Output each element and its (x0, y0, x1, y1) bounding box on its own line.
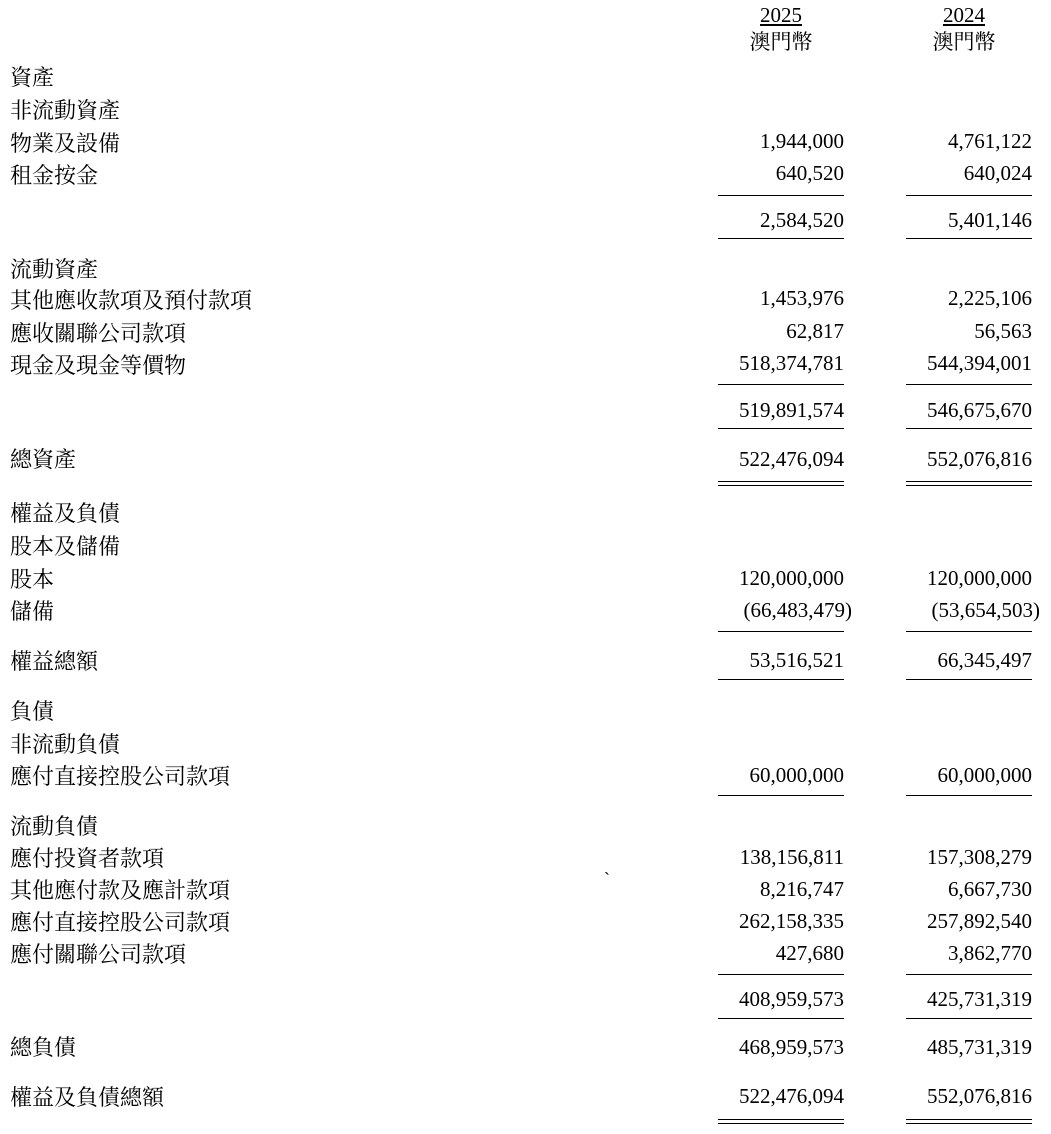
subtotal-rule-2024 (906, 795, 1032, 796)
total-double-rule-2024 (906, 1119, 1032, 1124)
subtotal-rule-2024 (906, 428, 1032, 429)
value-2025-reserves: (66,483,479) (743, 598, 852, 622)
value-2024-ppe: 4,761,122 (948, 129, 1032, 153)
row-label-due-to-investors: 應付投資者款項 (10, 846, 165, 871)
subtotal-rule-2024 (906, 679, 1032, 680)
row-label-due-to-related: 應付關聯公司款項 (10, 942, 187, 967)
subtotal-rule-2024 (906, 974, 1032, 975)
value-2024-due-to-related: 3,862,770 (948, 941, 1032, 965)
total-double-rule-2025 (718, 1119, 844, 1124)
value-2025-other-payables: 8,216,747 (760, 877, 844, 901)
subtotal-rule-2024 (906, 195, 1032, 196)
value-2025-total-liabilities: 468,959,573 (739, 1035, 844, 1059)
row-label-share-capital: 股本 (10, 567, 55, 592)
value-2024-total-assets: 552,076,816 (927, 447, 1032, 471)
row-label-total-liabilities: 總負債 (10, 1035, 77, 1060)
value-2024-total-liabilities: 485,731,319 (927, 1035, 1032, 1059)
value-2024-current-liabilities-subtotal: 425,731,319 (927, 987, 1032, 1011)
value-2025-due-to-investors: 138,156,811 (739, 845, 844, 869)
total-double-rule-2025 (718, 481, 844, 486)
subtotal-rule-2025 (718, 428, 844, 429)
section-current-liabilities: 流動負債 (10, 814, 99, 839)
value-2024-due-to-investors: 157,308,279 (927, 845, 1032, 869)
value-2024-reserves: (53,654,503) (931, 598, 1040, 622)
value-2025-due-to-holding-non-current: 60,000,000 (749, 763, 844, 787)
section-liabilities: 負債 (10, 699, 55, 724)
row-label-other-payables: 其他應付款及應計款項 (10, 878, 231, 903)
column-header-2025 (706, 2, 856, 56)
value-2024-non-current-assets-subtotal: 5,401,146 (948, 208, 1032, 232)
value-2025-total-equity: 53,516,521 (749, 648, 844, 672)
value-2024-total-equity: 66,345,497 (937, 648, 1032, 672)
row-label-ppe: 物業及設備 (10, 131, 121, 156)
subtotal-rule-2024 (906, 631, 1032, 632)
row-label-due-to-holding-non-current: 應付直接控股公司款項 (10, 764, 231, 789)
subtotal-rule-2025 (718, 631, 844, 632)
column-currency-2025: 澳門幣 (749, 30, 813, 54)
row-label-total-equity: 權益總額 (10, 649, 99, 674)
value-2025-current-liabilities-subtotal: 408,959,573 (739, 987, 844, 1011)
subtotal-rule-2025 (718, 1018, 844, 1019)
row-label-due-from-related: 應收關聯公司款項 (10, 321, 187, 346)
value-2024-other-payables: 6,667,730 (948, 877, 1032, 901)
column-year-2025: 2025 (760, 3, 802, 27)
value-2025-non-current-assets-subtotal: 2,584,520 (760, 208, 844, 232)
column-currency-2024: 澳門幣 (932, 30, 996, 54)
subtotal-rule-2025 (718, 238, 844, 239)
value-2025-due-from-related: 62,817 (786, 319, 844, 343)
value-2025-share-capital: 120,000,000 (739, 566, 844, 590)
section-assets: 資產 (10, 65, 55, 90)
section-current-assets: 流動資產 (10, 257, 99, 282)
section-non-current-assets: 非流動資產 (10, 98, 121, 123)
value-2025-total-equity-and-liabilities: 522,476,094 (739, 1084, 844, 1108)
section-capital-and-reserves: 股本及儲備 (10, 534, 121, 559)
value-2025-other-receivables: 1,453,976 (760, 286, 844, 310)
value-2025-due-to-holding-current: 262,158,335 (739, 909, 844, 933)
subtotal-rule-2024 (906, 238, 1032, 239)
value-2025-rental-deposit: 640,520 (775, 161, 844, 185)
value-2025-cash: 518,374,781 (739, 351, 844, 375)
value-2025-current-assets-subtotal: 519,891,574 (739, 398, 844, 422)
subtotal-rule-2024 (906, 1018, 1032, 1019)
value-2024-due-to-holding-current: 257,892,540 (927, 909, 1032, 933)
row-label-reserves: 儲備 (10, 599, 55, 624)
row-label-total-equity-and-liabilities: 權益及負債總額 (10, 1085, 165, 1110)
value-2024-due-to-holding-non-current: 60,000,000 (937, 763, 1032, 787)
value-2025-ppe: 1,944,000 (760, 129, 844, 153)
stray-tick-mark: ` (604, 869, 610, 889)
section-equity-and-liabilities: 權益及負債 (10, 501, 121, 526)
column-year-2024: 2024 (943, 3, 985, 27)
value-2024-cash: 544,394,001 (927, 351, 1032, 375)
section-non-current-liabilities: 非流動負債 (10, 732, 121, 757)
subtotal-rule-2025 (718, 384, 844, 385)
subtotal-rule-2025 (718, 679, 844, 680)
row-label-cash: 現金及現金等價物 (10, 353, 187, 378)
value-2024-share-capital: 120,000,000 (927, 566, 1032, 590)
total-double-rule-2024 (906, 481, 1032, 486)
subtotal-rule-2024 (906, 384, 1032, 385)
row-label-due-to-holding-current: 應付直接控股公司款項 (10, 910, 231, 935)
value-2025-due-to-related: 427,680 (775, 941, 844, 965)
row-label-total-assets: 總資產 (10, 447, 77, 472)
value-2024-rental-deposit: 640,024 (963, 161, 1032, 185)
value-2024-other-receivables: 2,225,106 (948, 286, 1032, 310)
subtotal-rule-2025 (718, 795, 844, 796)
subtotal-rule-2025 (718, 195, 844, 196)
row-label-rental-deposit: 租金按金 (10, 163, 99, 188)
value-2024-total-equity-and-liabilities: 552,076,816 (927, 1084, 1032, 1108)
value-2024-due-from-related: 56,563 (974, 319, 1032, 343)
column-header-2024 (889, 2, 1039, 56)
value-2025-total-assets: 522,476,094 (739, 447, 844, 471)
subtotal-rule-2025 (718, 974, 844, 975)
value-2024-current-assets-subtotal: 546,675,670 (927, 398, 1032, 422)
row-label-other-receivables: 其他應收款項及預付款項 (10, 288, 253, 313)
